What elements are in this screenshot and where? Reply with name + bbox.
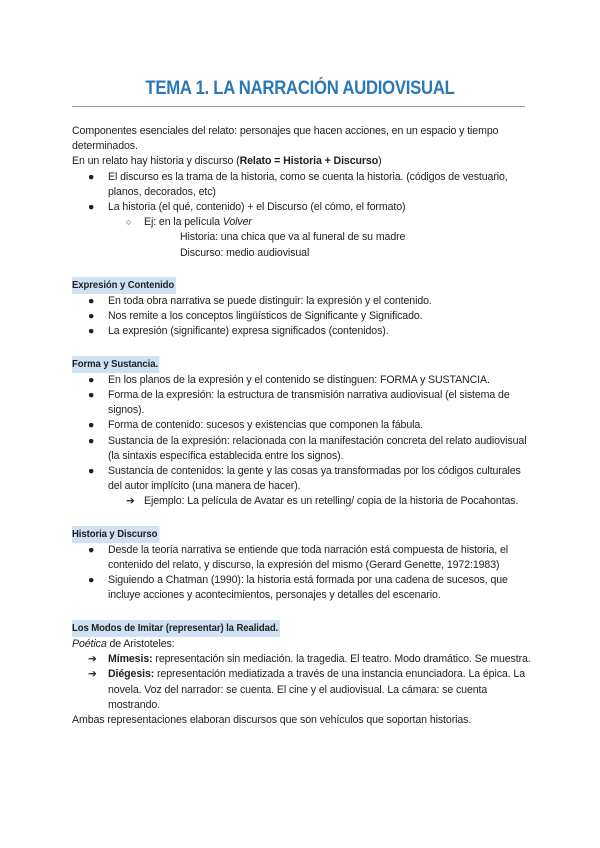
list-item-text: Forma de la expresión: la estructura de transmisión narrativa audiovisual (el sistema de signos). — [108, 389, 510, 417]
list-item-text: Sustancia de la expresión: relacionada con la manifestación concreta del relato audiovisual (la sintaxis específica establecida entre los signos). — [108, 434, 527, 462]
bullet-icon: ● — [88, 434, 95, 447]
heading-modos: Los Modos de Imitar (representar) la Realidad. — [72, 620, 280, 637]
bullet-icon: ● — [88, 543, 95, 556]
list-item — [72, 170, 532, 200]
list-item-text: La historia (el qué, contenido) + el Discurso (el cómo, el formato) — [108, 201, 406, 214]
bullet-icon: ● — [88, 310, 95, 323]
list-item — [72, 388, 532, 418]
list-item-text: Siguiendo a Chatman (1990): la historia está formada por una cadena de sucesos, que incluye acciones y acontecimientos, personajes y detalles del escenario. — [108, 574, 508, 602]
list-item — [72, 294, 532, 309]
document-body — [72, 124, 532, 728]
intro-paragraph: Componentes esenciales del relato: personajes que hacen acciones, en un espacio y tiempo determinados. — [72, 125, 499, 153]
section-heading — [72, 356, 532, 373]
arrow-item-text: Ejemplo: La película de Avatar es un retelling/ copia de la historia de Pocahontas. — [144, 495, 519, 508]
bullet-icon: ● — [88, 201, 95, 214]
list-item-text: En toda obra narrativa se puede distinguir: la expresión y el contenido. — [108, 295, 432, 308]
example-discurso: Discurso: medio audiovisual — [180, 246, 310, 259]
intro-relato-close: ) — [378, 155, 382, 168]
arrow-icon: ➔ — [88, 668, 97, 681]
list-item-text: Desde la teoría narrativa se entiende que toda narración está compuesta de historia, el contenido del relato, y discurso, la expresión del mismo (Gerard Genette, 1972:1983) — [108, 543, 508, 572]
list-item-text: Forma de contenido: sucesos y existencias que componen la fábula. — [108, 419, 424, 432]
page-title: TEMA 1. LA NARRACIÓN AUDIOVISUAL — [145, 78, 455, 99]
title-divider — [72, 106, 525, 107]
intro-relato-text: En un relato hay historia y discurso ( — [72, 155, 240, 168]
arrow-icon: ➔ — [126, 495, 135, 508]
poetica-title: Poética — [72, 637, 107, 650]
list-item — [72, 464, 532, 494]
term-diegesis: Diégesis: — [108, 668, 155, 681]
heading-expresion: Expresión y Contenido — [72, 277, 176, 294]
list-item — [72, 200, 532, 215]
list-item — [72, 309, 532, 324]
definition-mimesis: representación sin mediación. la tragedia. El teatro. Modo dramático. Se muestra. — [152, 653, 531, 666]
poetica-line — [72, 637, 532, 652]
list-item-text: Nos remite a los conceptos lingüísticos de Significante y Significado. — [108, 310, 423, 323]
example-historia: Historia: una chica que va al funeral de su madre — [180, 231, 406, 244]
list-item-text: Sustancia de contenidos: la gente y las cosas ya transformadas por los códigos culturales del autor implícito (una manera de hacer). — [108, 465, 521, 493]
list-item — [72, 573, 532, 603]
list-item — [72, 373, 532, 388]
definition-diegesis: representación mediatizada a través de una instancia enunciadora. La épica. La novela. Voz del narrador: se cuenta. El cine y el audiovisual. La cámara: se cuenta mostrando. — [108, 668, 525, 711]
circle-bullet-icon: ○ — [126, 217, 132, 228]
list-item — [72, 324, 532, 339]
arrow-list-item — [72, 494, 532, 509]
bullet-icon: ● — [88, 465, 95, 478]
section-heading — [72, 526, 532, 543]
heading-forma: Forma y Sustancia. — [72, 356, 160, 373]
intro-relato-formula: Relato = Historia + Discurso — [239, 155, 379, 168]
bullet-icon: ● — [88, 419, 95, 432]
heading-historia: Historia y Discurso — [72, 526, 159, 543]
bullet-icon: ● — [88, 325, 95, 338]
term-mimesis: Mímesis: — [108, 653, 153, 666]
bullet-icon: ● — [88, 574, 95, 587]
list-item-text: En los planos de la expresión y el contenido se distinguen: FORMA y SUSTANCIA. — [108, 373, 490, 386]
closing-paragraph: Ambas representaciones elaboran discursos que son vehículos que soportan historias. — [72, 713, 472, 726]
list-item-text: La expresión (significante) expresa significados (contenidos). — [108, 325, 389, 338]
arrow-icon: ➔ — [88, 653, 97, 666]
intro-relato-line — [72, 154, 532, 169]
list-item — [72, 434, 532, 464]
arrow-list-item — [72, 652, 532, 667]
sub-list-item-text: Ej: en la película — [144, 216, 223, 229]
bullet-icon: ● — [88, 170, 95, 183]
list-item — [72, 543, 532, 573]
bullet-icon: ● — [88, 295, 95, 308]
section-heading — [72, 620, 532, 637]
poetica-author: de Aristoteles: — [106, 637, 175, 650]
list-item-text: El discurso es la trama de la historia, como se cuenta la historia. (códigos de vestuario, planos, decorados, etc) — [108, 170, 508, 198]
section-heading — [72, 277, 532, 294]
bullet-icon: ● — [88, 389, 95, 402]
list-item — [72, 418, 532, 433]
bullet-icon: ● — [88, 373, 95, 386]
film-title: Volver — [222, 216, 252, 229]
arrow-list-item — [72, 667, 532, 713]
sub-list-item — [72, 215, 532, 230]
